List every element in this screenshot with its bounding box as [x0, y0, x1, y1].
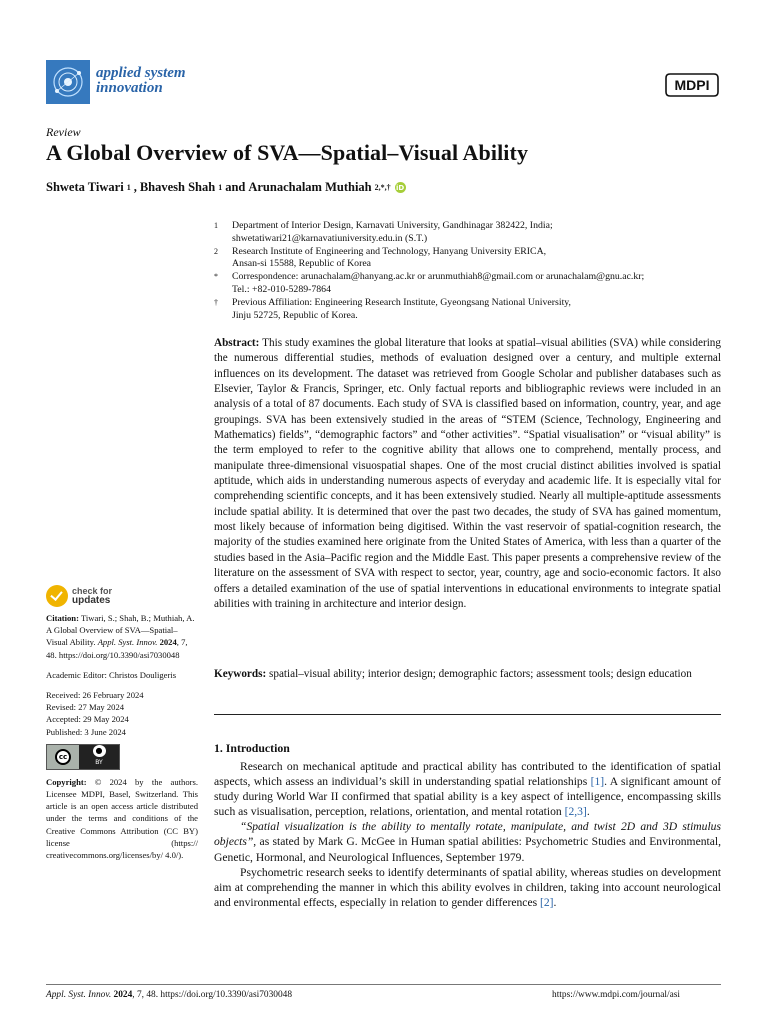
cc-logo [47, 745, 79, 769]
by-label: BY [95, 758, 103, 766]
affiliation-item [214, 297, 724, 323]
affiliation-mark: 1 [214, 221, 218, 230]
paragraph-text: , as stated by Mark G. McGee in Human spatial abilities: Psychometric Studies and Environmental, Genetic, Hormonal, and Neurological Influences, September 1979. [214, 835, 721, 864]
author-separator: , [133, 180, 137, 194]
affiliation-text: Ansan-si 15588, Republic of Korea [232, 258, 372, 270]
correspondence-text[interactable]: Correspondence: arunachalam@hanyang.ac.kr or arunmuthiah8@gmail.com or arunachalam@gnu.ac.kr; [232, 271, 645, 283]
footer-doi: , 7, 48. https://doi.org/10.3390/asi7030048 [132, 990, 293, 1000]
journal-name-line2: innovation [96, 80, 163, 96]
affiliation-mark: 2 [214, 246, 218, 256]
affiliation-item [214, 220, 724, 246]
check-updates-line2: updates [72, 595, 111, 606]
received-date: Received: 26 February 2024 [46, 690, 144, 701]
dates-block [46, 689, 198, 738]
paragraph-text: Research on mechanical aptitude and practical ability has contributed to the identification of spatial aspects, which assess an individual’s skill in understanding spatial relationships [214, 760, 721, 789]
mdpi-logo-icon[interactable] [664, 72, 720, 98]
footer-divider [46, 984, 721, 985]
check-updates-line1: check for [72, 586, 113, 596]
quote-text: “Spatial visualization is the ability to mentally rotate, manipulate, and twist 2D and 3D stimulus objects” [214, 820, 721, 849]
affiliation-text: Jinju 52725, Republic of Korea. [232, 309, 358, 321]
keywords [214, 667, 721, 682]
article-type: Review [46, 125, 81, 139]
abstract-label: Abstract: [214, 337, 260, 349]
paragraph [214, 865, 721, 910]
author-list [46, 180, 406, 195]
article-title: A Global Overview of SVA—Spatial–Visual Ability [46, 140, 529, 165]
paragraph [214, 819, 721, 864]
citation-text: Tiwari, S.; Shah, B.; Muthiah, A. A Global Overview of SVA—Spatial–Visual Ability. [46, 613, 195, 648]
citation-block [46, 612, 198, 661]
citation-doi[interactable]: , 7, 48. https://doi.org/10.3390/asi7030048 [46, 637, 188, 660]
accepted-date: Accepted: 29 May 2024 [46, 714, 129, 725]
introduction-body [214, 759, 721, 910]
academic-editor: Academic Editor: Christos Douligeris [46, 669, 177, 680]
keywords-text: spatial–visual ability; interior design; demographic factors; assessment tools; design education [266, 668, 692, 680]
journal-name-line1: applied system [96, 65, 186, 81]
affiliation-text: Research Institute of Engineering and Technology, Hanyang University ERICA, [232, 245, 547, 257]
citation-link[interactable]: [2] [540, 895, 554, 909]
section-heading-introduction: 1. Introduction [214, 741, 290, 755]
author-affiliation-mark: 2,*,† [374, 183, 391, 192]
paragraph-text: . A significant amount of study during World War II confirmed that spatial ability is a key aspect of intelligence, encompassing skills such as visualisation, perception, relations, orientation, and mental rotation [214, 775, 721, 819]
journal-name[interactable] [96, 66, 186, 96]
affiliation-item [214, 246, 724, 272]
paragraph-text: . [553, 895, 557, 909]
affiliation-mark: * [214, 272, 218, 282]
published-date: Published: 3 June 2024 [46, 726, 126, 737]
citation-link[interactable]: [2,3] [564, 805, 587, 819]
publisher-name: MDPI [674, 77, 710, 93]
affiliation-text: Department of Interior Design, Karnavati University, Gandhinagar 382422, India; [232, 220, 553, 231]
paragraph-text: Psychometric research seeks to identify determinants of spatial ability, whereas studies on development aim at comprehending the manner in which this ability evolves in children, taking into account neurological and environmental effects, especially in relation to gender differences [214, 865, 721, 909]
correspondence-phone: Tel.: +82-010-5289-7864 [232, 283, 331, 295]
footer-year: 2024 [113, 990, 133, 1000]
citation-label: Citation: [46, 613, 79, 623]
by-logo [79, 745, 119, 769]
citation-link[interactable]: [1] [590, 775, 605, 789]
cc-icon: cc [55, 749, 71, 765]
paragraph [214, 759, 721, 819]
author-name[interactable]: Shweta Tiwari [46, 180, 124, 194]
orcid-icon[interactable]: iD [396, 183, 405, 192]
abstract-text: This study examines the global literature that looks at spatial–visual abilities (SVA) while considering the numerous differential studies, methods of evaluation designed over a century, and multiple external influences on its development. The dataset was retrieved from Google Scholar and publisher databases such as Elsevier, Taylor & Francis, Springer, etc. Only factual reports and bibliographic reviews were included in an analysis of a total of 87 documents. Each study of SVA is classified based on information, country, year, and age groupings. SVA has been extensively studied in the areas of “STEM (Science, Technology, Engineering and Mathematics) fields”, “demographic factors” and “other activities”. “Spatial visualisation” or “visual ability” is the term employed to refer to the cognitive ability that allows one to comprehend, mentally process, and manipulate three-dimensional visuospatial shapes. One of the most crucial distinct abilities involved is spatial aptitude, which aids in understanding numerous aspects of everyday and academic life. It is especially vital for comprehending scientific concepts, and it has been extensively studied. Nearly all multiple-aptitude assessments include spatial ability. It is determined that over the past two decades, the study of SVA has gained momentum, most likely because of information being digitised. Within the vast reservoir of spatial-cognition research, the majority of the studies examined here originate from the United States of America, with less than a quarter of the studies based in the Asia–Pacific region and the Middle East. This paper presents a comprehensive review of the literature on the assessment of SVA with respect to sector, year, country, age and socio-economic factors. It also offers a detailed examination of the use of spatial interventions in educational environments to integrate spatial abilities with training in architecture and interior design. [214, 337, 721, 610]
affiliation-item [214, 271, 724, 297]
citation-journal: Appl. Syst. Innov. [97, 637, 158, 648]
author-affiliation-mark: 1 [218, 183, 223, 192]
copyright-block [46, 776, 198, 861]
footer-journal-url[interactable]: https://www.mdpi.com/journal/asi [552, 990, 681, 1000]
check-updates-icon [46, 585, 68, 607]
footer-citation[interactable] [46, 990, 292, 1000]
keywords-label: Keywords: [214, 668, 267, 680]
journal-logo-icon[interactable] [46, 60, 90, 104]
check-updates-label [72, 587, 112, 605]
author-affiliation-mark: 1 [126, 183, 131, 192]
abstract [214, 336, 721, 612]
section-divider [214, 714, 721, 715]
affiliation-email[interactable]: shwetatiwari21@karnavatiuniversity.edu.in (S.T.) [232, 232, 428, 244]
cc-by-license-badge[interactable] [46, 744, 120, 770]
author-separator: and [225, 180, 246, 194]
article-info-sidebar [46, 612, 198, 869]
author-name[interactable]: Arunachalam Muthiah [248, 180, 372, 194]
footer-journal: Appl. Syst. Innov. [46, 990, 112, 1000]
paragraph-text: . [586, 805, 590, 819]
person-icon: ● [93, 745, 106, 757]
revised-date: Revised: 27 May 2024 [46, 702, 125, 713]
affiliations [214, 220, 724, 322]
affiliation-mark: † [214, 297, 218, 307]
copyright-label: Copyright: [46, 776, 87, 787]
copyright-text: © 2024 by the authors. Licensee MDPI, Basel, Switzerland. This article is an open access article distributed under the terms and conditions of the Creative Commons Attribution (CC BY) license (https:// creativecommons.org/licenses/by/ 4.0/). [46, 776, 198, 861]
citation-year: 2024 [157, 637, 177, 648]
author-name[interactable]: Bhavesh Shah [139, 180, 216, 194]
affiliation-text: Previous Affiliation: Engineering Research Institute, Gyeongsang National University, [232, 296, 572, 308]
check-for-updates-button[interactable] [46, 585, 112, 607]
